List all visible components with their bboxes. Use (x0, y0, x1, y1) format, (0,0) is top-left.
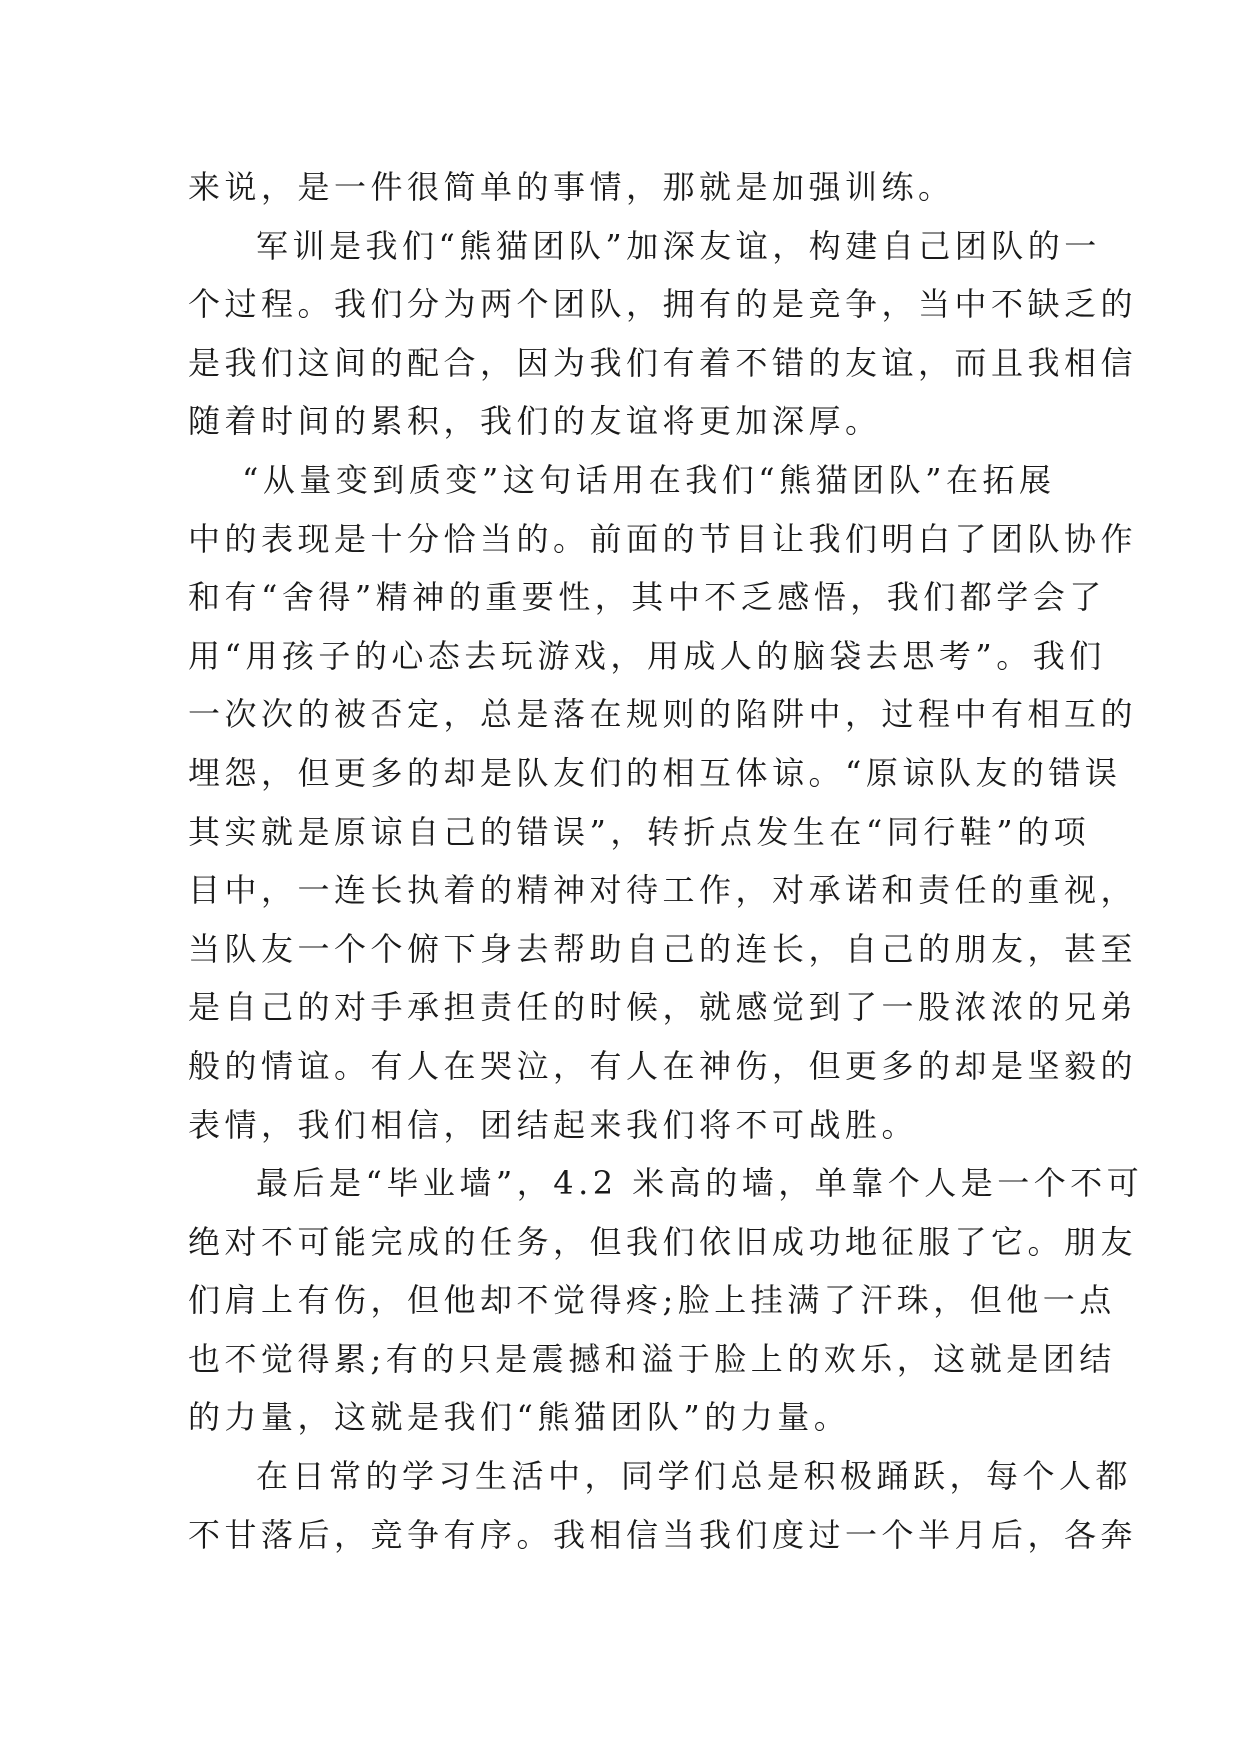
text-line-paragraph-start: 最后是“毕业墙”，4.2 米高的墙，单靠个人是一个不可 (256, 1164, 1144, 1203)
text-line: 也不觉得累;有的只是震撼和溢于脸上的欢乐，这就是团结 (188, 1339, 1116, 1378)
text-line-paragraph-start: 军训是我们“熊猫团队”加深友谊，构建自己团队的一 (256, 226, 1101, 265)
text-line: 不甘落后，竞争有序。我相信当我们度过一个半月后，各奔 (188, 1515, 1138, 1554)
text-line-paragraph-start: “从量变到质变”这句话用在我们“熊猫团队”在拓展 (242, 460, 1056, 499)
text-line: 中的表现是十分恰当的。前面的节目让我们明白了团队协作 (188, 519, 1138, 558)
text-line: 绝对不可能完成的任务，但我们依旧成功地征服了它。朋友 (188, 1222, 1138, 1261)
text-line: 们肩上有伤，但他却不觉得疼;脸上挂满了汗珠，但他一点 (188, 1281, 1116, 1320)
text-line: 用“用孩子的心态去玩游戏，用成人的脑袋去思考”。我们 (188, 636, 1106, 675)
text-line: 当队友一个个俯下身去帮助自己的连长，自己的朋友，甚至 (188, 929, 1138, 968)
text-line: 的力量，这就是我们“熊猫团队”的力量。 (188, 1398, 851, 1437)
text-line: 般的情谊。有人在哭泣，有人在神伤，但更多的却是坚毅的 (188, 1046, 1138, 1085)
text-line: 来说，是一件很简单的事情，那就是加强训练。 (188, 168, 955, 206)
text-line: 随着时间的累积，我们的友谊将更加深厚。 (188, 402, 882, 441)
text-line: 其实就是原谅自己的错误”，转折点发生在“同行鞋”的项 (188, 812, 1091, 851)
body-text (188, 158, 1144, 1564)
text-line-paragraph-start: 在日常的学习生活中，同学们总是积极踊跃，每个人都 (256, 1457, 1133, 1496)
text-line: 一次次的被否定，总是落在规则的陷阱中，过程中有相互的 (188, 695, 1138, 734)
text-line: 表情，我们相信，团结起来我们将不可战胜。 (188, 1105, 919, 1144)
text-line: 是自己的对手承担责任的时候，就感觉到了一股浓浓的兄弟 (188, 988, 1138, 1027)
text-line: 埋怨，但更多的却是队友们的相互体谅。“原谅队友的错误 (188, 753, 1122, 792)
text-line: 个过程。我们分为两个团队，拥有的是竞争，当中不缺乏的 (188, 285, 1138, 324)
text-line: 是我们这间的配合，因为我们有着不错的友谊，而且我相信 (188, 343, 1138, 382)
text-line: 和有“舍得”精神的重要性，其中不乏感悟，我们都学会了 (188, 578, 1106, 617)
text-line: 目中，一连长执着的精神对待工作，对承诺和责任的重视， (188, 871, 1138, 910)
